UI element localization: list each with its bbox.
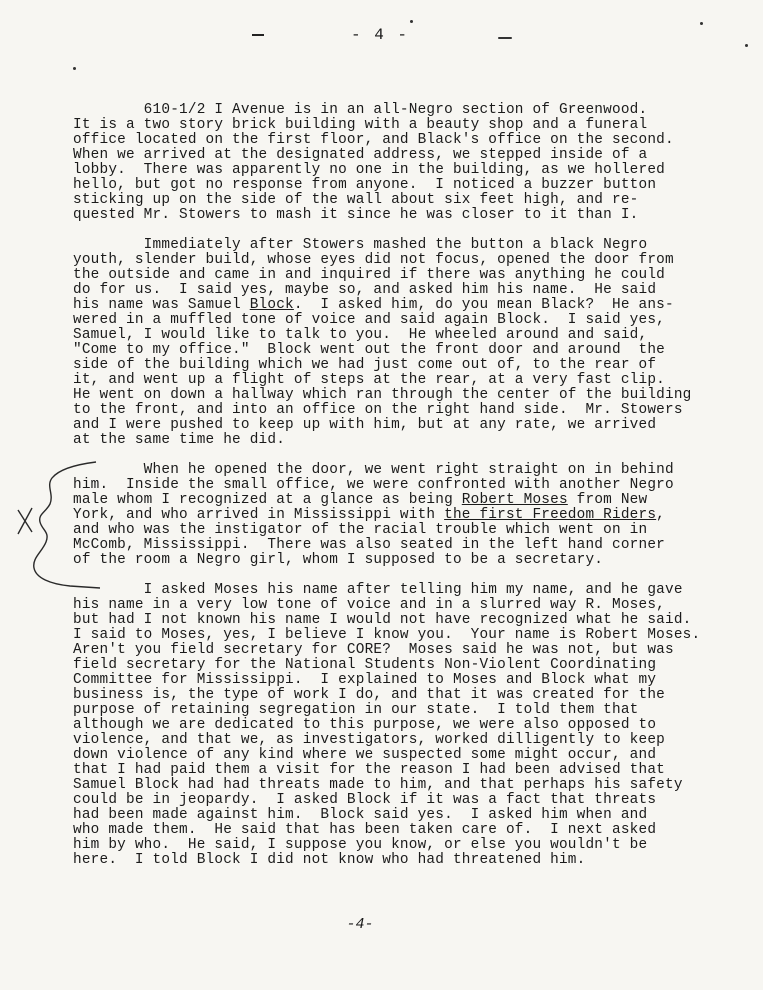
header-page-number: - 4 -	[350, 26, 409, 44]
paragraph-text: Immediately after Stowers mashed the button a black Negro youth, slender build, whose eyes did not focus, opened the door from the outside and came in and inquired if there was anything he could do for us. I said yes, maybe so, and asked him his name. He said his name was Samuel	[73, 237, 674, 313]
scan-speck	[745, 44, 748, 47]
scan-speck	[498, 37, 512, 39]
paragraph-location: 610-1/2 I Avenue is in an all-Negro section of Greenwood. It is a two story brick building with a beauty shop and a funeral office located on the first floor, and Black's office on the second. When we arrived at the designated address, we stepped inside of a lobby. There was apparently no one in the building, as we hollered hello, but got no response from anyone. I noticed a buzzer button sticking up on the side of the wall about six feet high, and re- quested Mr. Stowers to mash it since he was closer to it than I.	[73, 102, 674, 223]
paragraph-text: , and who was the instigator of the racial trouble which went on in McComb, Mississippi. There was also seated in the left hand corner of the room a Negro girl, whom I supposed to be a secretary.	[73, 507, 666, 568]
footer-page-number: -4-	[346, 916, 374, 933]
scan-speck	[73, 67, 76, 70]
underlined-name-moses: Robert Moses	[461, 492, 568, 508]
paragraph-text: . I asked him, do you mean Black? He ans- wered in a muffled tone of voice and said again Block. I said yes, Samuel, I would like to talk to you. He wheeled around and said, "Come to my office." Block went out the front door and around the side of the building which we had just come out of, to the rear of it, and went up a flight of steps at the rear, at a very fast clip. He went on down a hallway which ran through the center of the building to the front, and into an office on the right hand side. Mr. Stowers and I were pushed to keep up with him, but at any rate, we arrived at the same time he did.	[73, 297, 692, 448]
paragraph-meeting-block	[73, 238, 713, 448]
paragraph-text: from New York, and who arrived in Mississippi with	[73, 492, 648, 523]
underlined-name-block: Block	[249, 297, 294, 313]
paragraph-meeting-moses	[73, 463, 713, 568]
handwritten-margin-bracket	[10, 458, 105, 593]
scan-speck	[700, 22, 703, 25]
underlined-freedom-riders: the first Freedom Riders	[444, 507, 657, 523]
paragraph-conversation: I asked Moses his name after telling him my name, and he gave his name in a very low tone of voice and in a slurred way R. Moses, but had I not known his name I would not have recognized what he said. I said to Moses, yes, I believe I know you. Your name is Robert Moses. Aren't you field secretary for CORE? Moses said he was not, but was field secretary for the National Students Non-Violent Coordinating Committee for Mississippi. I explained to Moses and Block what my business is, the type of work I do, and that it was created for the purpose of retaining segregation in our state. I told them that although we are dedicated to this purpose, we were also opposed to violence, and that we, as investigators, worked dilligently to keep down violence of any kind where we suspected some might occur, and that I had paid them a visit for the reason I had been advised that Samuel Block had had threats made to him, and that perhaps his safety could be in jeopardy. I asked Block if it was a fact that threats had been made against him. Block said yes. I asked him when and who made them. He said that has been taken care of. I next asked him by who. He said, I suppose you know, or else you wouldn't be here. I told Block I did not know who had threatened him.	[73, 582, 701, 868]
paragraph-text: When he opened the door, we went right straight on in behind him. Inside the small office, we were confronted with another Negro male whom I recognized at a glance as being	[73, 462, 674, 508]
x-mark-icon	[18, 508, 32, 534]
bracket-stroke	[34, 462, 100, 588]
header-dash	[252, 34, 264, 36]
scan-speck	[410, 20, 413, 23]
